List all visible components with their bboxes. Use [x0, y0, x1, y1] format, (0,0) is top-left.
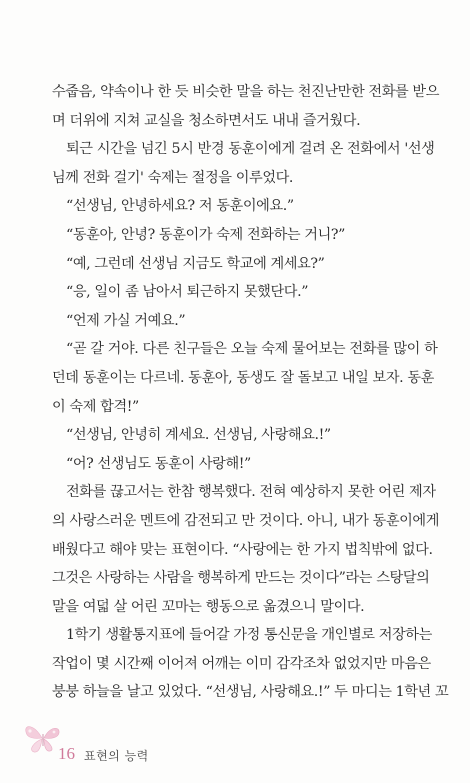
- text-line: 배웠다고 해야 맞는 표현이다. “사랑에는 한 가지 법칙밖에 없다.: [52, 541, 433, 558]
- dialogue-line: 이 숙제 합격!”: [52, 398, 139, 415]
- dialogue-line: “선생님, 안녕히 계세요. 선생님, 사랑해요.!”: [66, 427, 331, 444]
- dialogue-line: “동훈아, 안녕? 동훈이가 숙제 전화하는 거니?”: [66, 226, 345, 243]
- text-line: 며 더위에 지쳐 교실을 청소하면서도 내내 즐거웠다.: [52, 112, 361, 129]
- text-line: 의 사랑스러운 멘트에 감전되고 만 것이다. 아니, 내가 동훈이에게: [52, 512, 440, 529]
- dialogue-line: 던데 동훈이는 다르네. 동훈아, 동생도 잘 돌보고 내일 보자. 동훈: [52, 369, 434, 386]
- dialogue-line: “예, 그런데 선생님 지금도 학교에 계세요?”: [66, 255, 325, 272]
- dialogue-line: “곧 갈 거야. 다른 친구들은 오늘 숙제 물어보는 전화를 많이 하: [66, 341, 438, 358]
- text-line: 붕붕 하늘을 날고 있었다. “선생님, 사랑해요.!” 두 마디는 1학년 꼬: [52, 684, 449, 701]
- text-line: 퇴근 시간을 넘긴 5시 반경 동훈이에게 걸려 온 전화에서 '선생: [66, 141, 435, 158]
- book-title: 표현의 능력: [84, 749, 149, 763]
- page-number: 16: [58, 744, 75, 763]
- dialogue-line: “선생님, 안녕하세요? 저 동훈이에요.”: [66, 198, 294, 215]
- text-line: 수줍음, 약속이나 한 듯 비슷한 말을 하는 천진난만한 전화를 받으: [52, 84, 440, 100]
- text-line: 작업이 몇 시간째 이어져 어깨는 이미 감각조차 없었지만 마음은: [52, 655, 431, 672]
- dialogue-line: “언제 가실 거예요.”: [66, 312, 186, 329]
- body-text: [52, 78, 449, 707]
- dialogue-line: “응, 일이 좀 남아서 퇴근하지 못했단다.”: [66, 284, 309, 301]
- text-line: 말을 여덟 살 어린 꼬마는 행동으로 옮겼으니 말이다.: [52, 598, 365, 615]
- text-line: 전화를 끊고서는 한참 행복했다. 전혀 예상하지 못한 어린 제자: [66, 484, 436, 501]
- page-footer: [20, 720, 220, 770]
- dialogue-line: “어? 선생님도 동훈이 사랑해!”: [66, 455, 251, 472]
- text-line: 1학기 생활통지표에 들어갈 가정 통신문을 개인별로 저장하는: [66, 627, 432, 644]
- text-line: 그것은 사랑하는 사람을 행복하게 만드는 것이다”라는 스탕달의: [52, 570, 430, 587]
- text-line: 님께 전화 걸기' 숙제는 절정을 이루었다.: [52, 169, 294, 186]
